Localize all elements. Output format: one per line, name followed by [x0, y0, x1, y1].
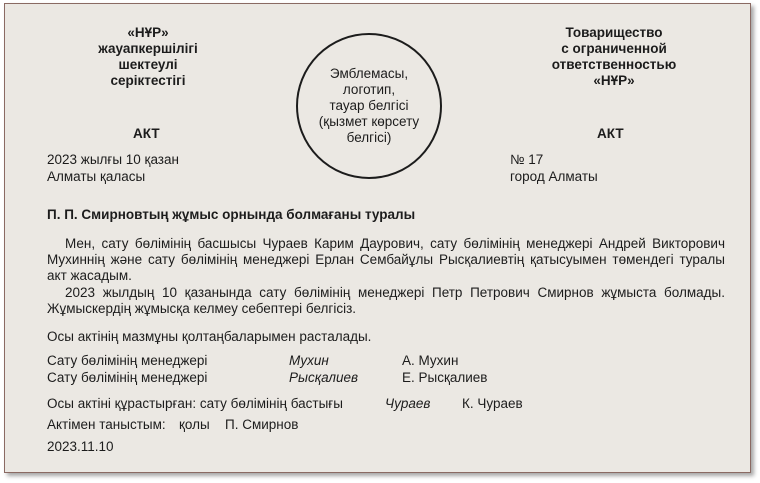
- acquainted-label: Актімен таныстым:: [47, 417, 166, 432]
- act-place-ru: город Алматы: [510, 169, 598, 184]
- left-org-line: жауапкершілігі: [98, 41, 198, 56]
- act-place-kz: Алматы қаласы: [47, 169, 146, 184]
- right-org-line: ответственностью: [551, 57, 677, 72]
- right-org-line: «НҰР»: [593, 73, 635, 88]
- left-org-line: «НҰР»: [127, 25, 169, 40]
- compiler-name: К. Чураев: [462, 396, 523, 411]
- final-date: 2023.11.10: [47, 439, 114, 454]
- compiler-role: Осы актіні құрастырған: сату бөлімінің бастығы: [47, 396, 343, 411]
- body-paragraph: Мен, сату бөлімінің басшысы Чураев Карим Даурович, сату бөлімінің менеджері Андрей Викторович Мухиннің және сату бөлімінің менеджері Ерлан Сембайұлы Рысқалиевтің қатысуымен төмендегі туралы акт жасадым.: [47, 236, 725, 283]
- right-doc-type: АКТ: [597, 126, 624, 141]
- body-paragraph: 2023 жылдың 10 қазанында сату бөлімінің менеджері Петр Петрович Смирнов жұмыста болмады. Жұмыскердің жұмысқа келмеу себептері белгісіз.: [47, 285, 725, 316]
- document-title: П. П. Смирновтың жұмыс орнында болмағаны туралы: [47, 207, 416, 222]
- acquainted-name: П. Смирнов: [225, 417, 299, 432]
- emblem-circle: [296, 33, 442, 179]
- left-org-line: серіктестігі: [110, 73, 186, 88]
- emblem-line: белгісі): [346, 130, 392, 145]
- act-number: № 17: [510, 152, 544, 167]
- signature-role: Сату бөлімінің менеджері: [47, 370, 208, 385]
- left-doc-type: АКТ: [133, 126, 160, 141]
- emblem-line: тауар белгісі: [329, 98, 409, 113]
- emblem-line: (қызмет көрсету: [318, 114, 420, 129]
- signatory-name: Е. Рысқалиев: [402, 370, 488, 385]
- emblem-line: логотип,: [342, 82, 396, 97]
- confirm-text: Осы актінің мазмұны қолтаңбаларымен расталады.: [47, 329, 372, 344]
- signature-role: Сату бөлімінің менеджері: [47, 353, 208, 368]
- emblem-line: Эмблемасы,: [329, 66, 409, 81]
- left-org-header: [63, 25, 233, 89]
- act-date: 2023 жылғы 10 қазан: [47, 152, 179, 167]
- right-org-line: с ограниченной: [561, 41, 667, 56]
- right-org-header: [529, 25, 699, 89]
- right-org-line: Товарищество: [565, 25, 663, 40]
- signature-mark: Рысқалиев: [289, 370, 359, 385]
- document-sheet: [4, 3, 751, 473]
- signatory-name: А. Мухин: [402, 353, 459, 368]
- signature-mark: Мухин: [289, 353, 329, 368]
- left-org-line: шектеулі: [118, 57, 178, 72]
- compiler-signature: Чураев: [385, 396, 431, 411]
- acquainted-sign-label: қолы: [179, 417, 210, 432]
